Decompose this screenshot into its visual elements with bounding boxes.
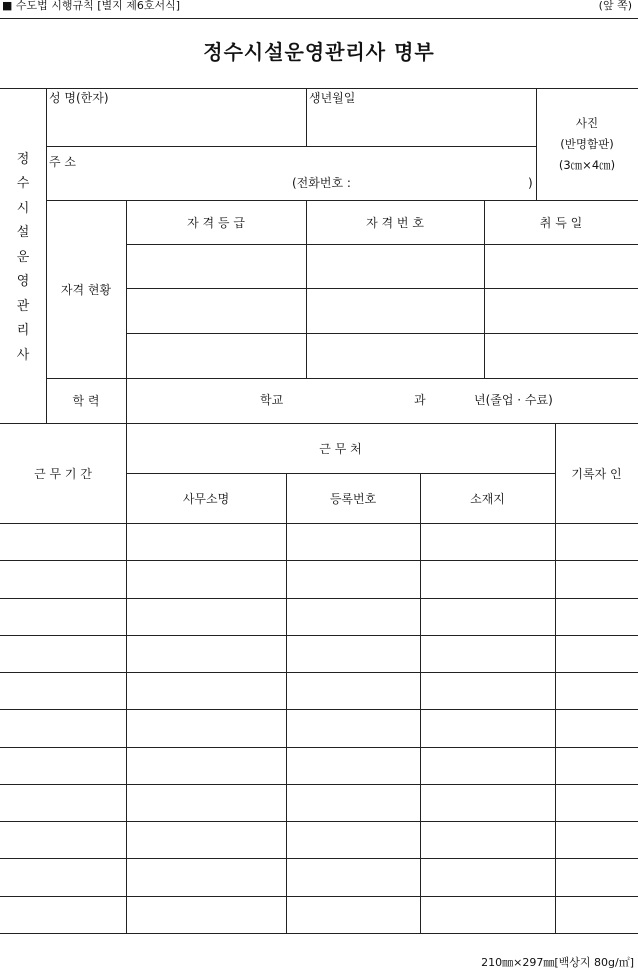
work-row-line bbox=[0, 560, 638, 561]
phone-close: ) bbox=[528, 176, 533, 190]
work-row-line bbox=[0, 672, 638, 673]
section-label-vertical bbox=[0, 148, 46, 368]
section-label-char: 운 bbox=[16, 249, 30, 265]
photo-box bbox=[536, 108, 638, 180]
phone-label: (전화번호 : bbox=[292, 176, 351, 190]
work-row-line bbox=[0, 709, 638, 710]
work-row-line bbox=[0, 896, 638, 897]
qual-row-line-1 bbox=[126, 288, 638, 289]
work-row-line bbox=[0, 784, 638, 785]
work-row-line bbox=[0, 821, 638, 822]
qualification-label: 자격 현황 bbox=[60, 282, 112, 297]
section-label-char: 영 bbox=[16, 274, 30, 290]
work-row-line bbox=[0, 598, 638, 599]
work-row-line bbox=[0, 858, 638, 859]
work-location-header: 소재지 bbox=[470, 491, 505, 506]
photo-dimensions: (3㎝×4㎝) bbox=[558, 157, 616, 172]
page-title: 정수시설운영관리사 명부 bbox=[203, 40, 435, 64]
work-regno-header: 등록번호 bbox=[329, 491, 377, 506]
table-top-border bbox=[0, 88, 638, 89]
qual-header-bottom bbox=[126, 244, 638, 245]
work-row-line bbox=[0, 635, 638, 636]
work-period-header: 근 무 기 간 bbox=[34, 466, 92, 481]
page-side: (앞 쪽) bbox=[598, 0, 632, 12]
name-field-label: 성 명(한자) bbox=[49, 91, 109, 105]
section-label-char: 정 bbox=[16, 151, 30, 167]
qual-header-grade: 자 격 등 급 bbox=[187, 215, 245, 230]
section-label-char: 수 bbox=[16, 176, 30, 192]
work-recorder-header: 기록자 인 bbox=[571, 466, 622, 481]
work-row-line bbox=[0, 747, 638, 748]
qual-block-bottom bbox=[46, 378, 638, 379]
birth-field-label: 생년월일 bbox=[309, 91, 356, 105]
work-office-name-header: 사무소명 bbox=[182, 491, 230, 506]
work-row-line bbox=[0, 933, 638, 934]
form-reference: ■ 수도법 시행규칙 [별지 제6호서식] bbox=[2, 0, 181, 12]
photo-label: 사진 bbox=[575, 115, 599, 130]
paper-spec: 210㎜×297㎜[백상지 80g/㎡] bbox=[481, 956, 634, 969]
qual-header-date: 취 득 일 bbox=[539, 215, 583, 230]
education-course: 과 bbox=[414, 393, 426, 407]
section-label-char: 설 bbox=[16, 225, 30, 241]
work-col-divider-regno bbox=[420, 473, 421, 933]
education-year: 년(졸업 · 수료) bbox=[474, 393, 553, 407]
section-label-char: 사 bbox=[16, 347, 30, 363]
address-field-label: 주 소 bbox=[49, 155, 76, 169]
work-col-divider-office bbox=[286, 473, 287, 933]
name-birth-divider bbox=[306, 88, 307, 146]
section-label-char: 시 bbox=[16, 200, 30, 216]
photo-size-type: (반명함판) bbox=[560, 136, 614, 151]
name-row-bottom bbox=[46, 146, 536, 147]
qual-header-number: 자 격 번 호 bbox=[366, 215, 424, 230]
education-school: 학교 bbox=[260, 393, 284, 407]
section-label-char: 리 bbox=[16, 323, 30, 339]
education-label: 학 력 bbox=[72, 394, 100, 408]
work-place-header: 근 무 처 bbox=[319, 441, 362, 456]
qual-row-line-2 bbox=[126, 333, 638, 334]
top-border bbox=[0, 18, 638, 19]
section-label-char: 관 bbox=[16, 298, 30, 314]
work-header-bottom bbox=[0, 523, 638, 524]
